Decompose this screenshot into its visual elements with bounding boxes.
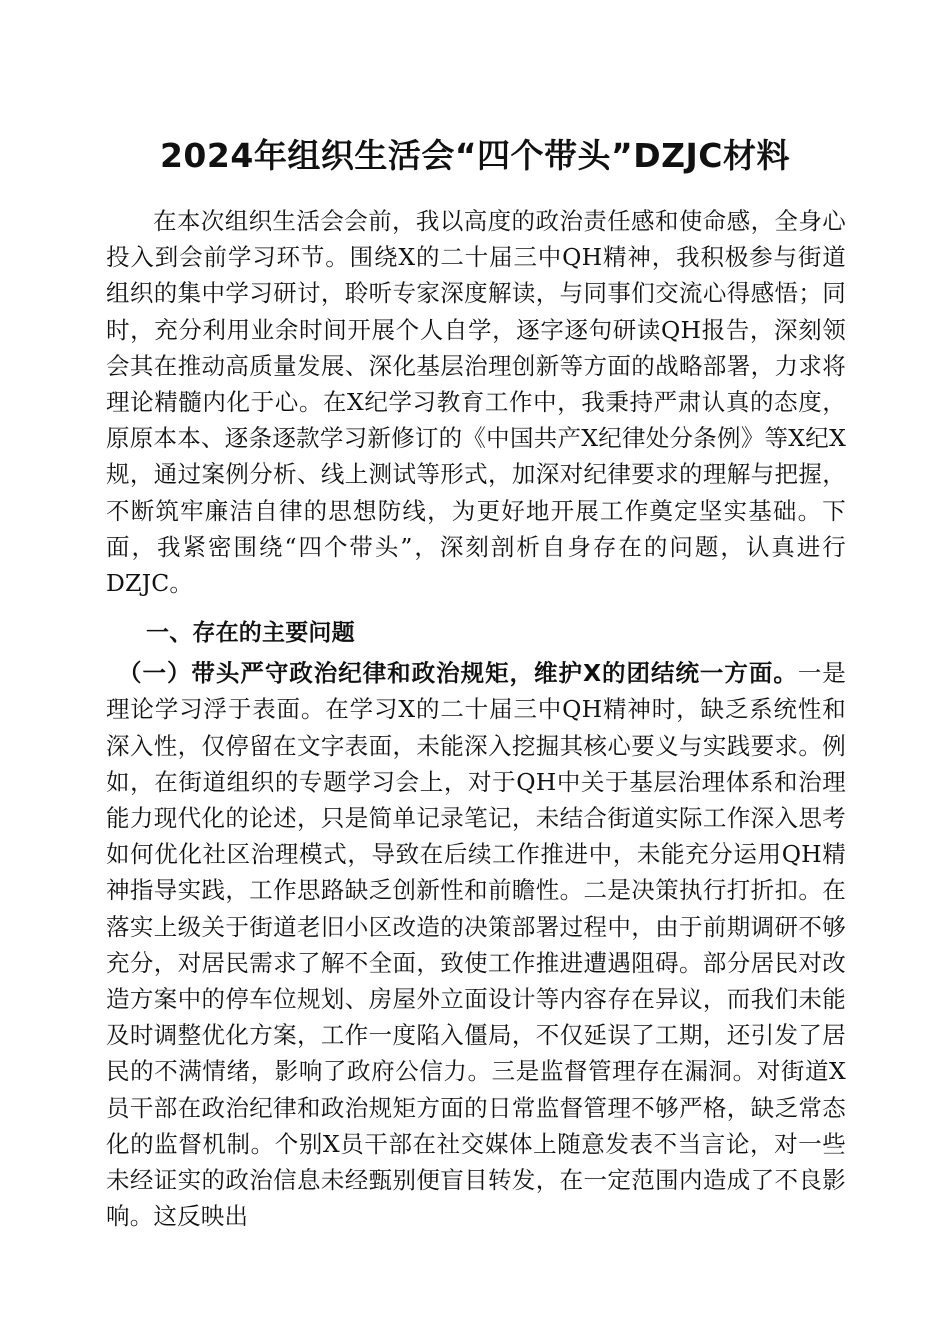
- subsection-paragraph: [106, 655, 846, 1234]
- document-body: [106, 203, 846, 1234]
- intro-paragraph: 在本次组织生活会会前，我以高度的政治责任感和使命感，全身心投入到会前学习环节。围绕X的二十届三中QH精神，我积极参与街道组织的集中学习研讨，聆听专家深度解读，与同事们交流心得感悟；同时，充分利用业余时间开展个人自学，逐字逐句研读QH报告，深刻领会其在推动高质量发展、深化基层治理创新等方面的战略部署，力求将理论精髓内化于心。在X纪学习教育工作中，我秉持严肃认真的态度，原原本本、逐条逐款学习新修订的《中国共产X纪律处分条例》等X纪X规，通过案例分析、线上测试等形式，加深对纪律要求的理解与把握，不断筑牢廉洁自律的思想防线，为更好地开展工作奠定坚实基础。下面，我紧密围绕“四个带头”，深刻剖析自身存在的问题，认真进行DZJC。: [106, 207, 846, 598]
- document-title: 2024年组织生活会“四个带头”DZJC材料: [159, 136, 791, 175]
- subsection-lead: （一）带头严守政治纪律和政治规矩，维护X的团结统一方面。: [118, 659, 798, 688]
- section-heading: 一、存在的主要问题: [146, 620, 355, 647]
- subsection-text: 一是理论学习浮于表面。在学习X的二十届三中QH精神时，缺乏系统性和深入性，仅停留在文字表面，未能深入挖掘其核心要义与实践要求。例如，在街道组织的专题学习会上，对于QH中关于基层治理体系和治理能力现代化的论述，只是简单记录笔记，未结合街道实际工作深入思考如何优化社区治理模式，导致在后续工作推进中，未能充分运用QH精神指导实践，工作思路缺乏创新性和前瞻性。二是决策执行打折扣。在落实上级关于街道老旧小区改造的决策部署过程中，由于前期调研不够充分，对居民需求了解不全面，致使工作推进遭遇阻碍。部分居民对改造方案中的停车位规划、房屋外立面设计等内容存在异议，而我们未能及时调整优化方案，工作一度陷入僵局，不仅延误了工期，还引发了居民的不满情绪，影响了政府公信力。三是监督管理存在漏洞。对街道X员干部在政治纪律和政治规矩方面的日常监督管理不够严格，缺乏常态化的监督机制。个别X员干部在社交媒体上随意发表不当言论，对一些未经证实的政治信息未经甄别便盲目转发，在一定范围内造成了不良影响。这反映出: [106, 659, 846, 1231]
